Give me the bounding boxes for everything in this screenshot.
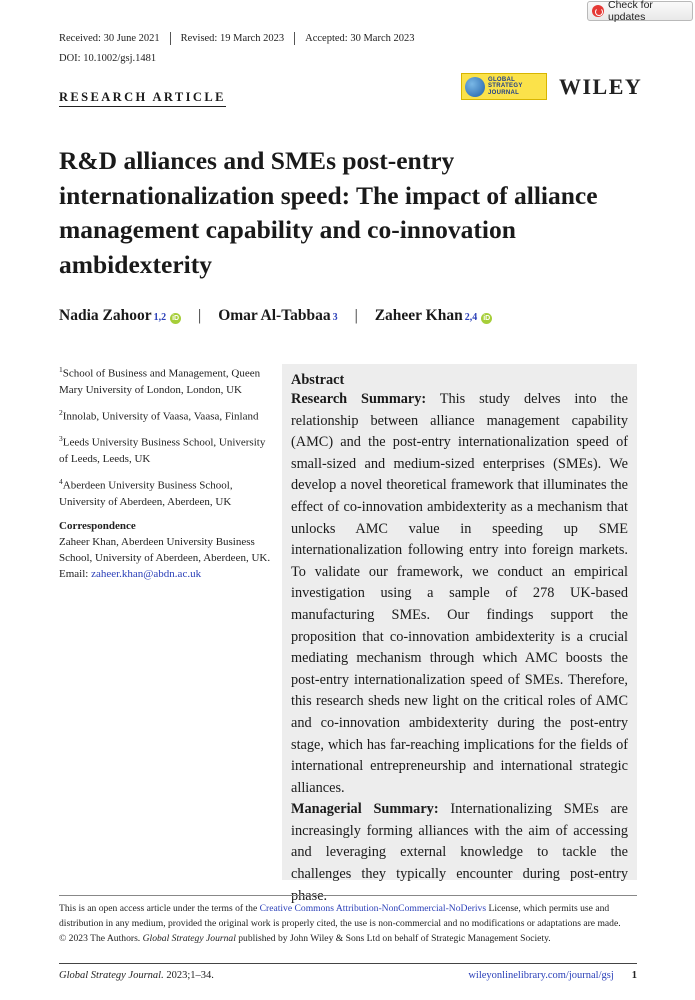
orcid-icon[interactable]: iD bbox=[483, 315, 491, 322]
copyright-line: © 2023 The Authors. Global Strategy Journal published by John Wiley & Sons Ltd on behalf of Strategic Management Society. bbox=[59, 933, 551, 944]
research-summary: Research Summary: This study delves into the relationship between alliance management capability (AMC) and the post-entry internationalization speed of small-sized and medium-sized enterprises (SMEs). We develop a novel theoretical framework that illuminates the effect of co-innovation ambidexterity as a mechanism that unlocks AMC value in speeding up SME internationalization following entry into foreign markets. To validate our framework, we conduct an empirical investigation using a sample of 278 UK-based manufacturing SMEs. Our findings support the proposition that co-innovation ambidexterity is a crucial mediating mechanism through which AMC boosts the post-entry internationalization speed of SMEs. Therefore, this research sheds new light on the critical roles of AMC and co-innovation ambidexterity during the post-entry stage, which has far-reaching implications for the fields of international entrepreneurship and international strategic alliances. bbox=[291, 391, 628, 796]
email-link[interactable]: zaheer.khan@abdn.ac.uk bbox=[91, 567, 202, 580]
correspondence-email: Email: zaheer.khan@abdn.ac.uk bbox=[59, 567, 202, 580]
research-summary-label: Research Summary: bbox=[291, 391, 427, 407]
author-name[interactable]: Nadia Zahoor bbox=[59, 307, 152, 324]
revised-date: Revised: 19 March 2023 bbox=[170, 32, 295, 45]
globe-icon bbox=[465, 77, 485, 97]
journal-url-link[interactable]: wileyonlinelibrary.com/journal/gsj bbox=[468, 970, 614, 981]
license-notice: This is an open access article under the terms of the Creative Commons Attribution-NonCommercial-NoDerivs License, which permits use and distribution in any medium, provided the original work is properly cited, the use is non-commercial and no modifications or adaptations are made. © 2023 The Authors. Global Strategy Journal published by John Wiley & Sons Ltd on behalf of Strategic Management Society. bbox=[59, 902, 637, 947]
journal-logo bbox=[461, 73, 547, 100]
managerial-summary: Managerial Summary: Internationalizing SMEs are increasingly forming alliances with the aim of accessing and leveraging external knowledge to tackle the challenges they typically encounter during post-entry phase. bbox=[291, 801, 629, 904]
correspondence-heading: Correspondence bbox=[59, 519, 136, 532]
article-dates bbox=[59, 32, 424, 45]
author-name[interactable]: Omar Al-Tabbaa bbox=[218, 307, 331, 324]
author-affiliation-marker[interactable]: 1,2 bbox=[153, 312, 167, 323]
author-name[interactable]: Zaheer Khan bbox=[374, 307, 463, 324]
check-for-updates-button[interactable] bbox=[587, 1, 693, 21]
article-title: R&D alliances and SMEs post-entry internationalization speed: The impact of alliance management capability and co-innovation ambidexterity bbox=[59, 146, 598, 279]
page-number: 1 bbox=[631, 970, 637, 981]
affiliation: $^4$Aberdeen University Business School, University of Aberdeen, Aberdeen, UK bbox=[59, 476, 233, 508]
author-affiliation-marker[interactable]: 3 bbox=[332, 312, 338, 323]
crossmark-icon bbox=[592, 5, 604, 17]
journal-logo-text: GLOBAL STRATEGY JOURNAL bbox=[488, 76, 523, 96]
correspondence-text: Zaheer Khan, Aberdeen University Business School, University of Aberdeen, Aberdeen, UK. bbox=[59, 535, 271, 564]
abstract-heading: Abstract bbox=[291, 372, 345, 388]
affiliation: $^1$School of Business and Management, Queen Mary University of London, London, UK bbox=[59, 365, 261, 396]
footer-citation: Global Strategy Journal. 2023;1–34. bbox=[59, 970, 214, 981]
check-for-updates-label: Check for updates bbox=[608, 0, 653, 23]
affiliation: $^3$Leeds University Business School, University of Leeds, Leeds, UK bbox=[59, 434, 266, 465]
affiliation: $^2$Innolab, University of Vaasa, Vaasa, Finland bbox=[59, 407, 259, 423]
cc-license-link[interactable]: Creative Commons Attribution-NonCommercial-NoDerivs bbox=[259, 903, 487, 914]
author-affiliation-marker[interactable]: 2,4 bbox=[464, 312, 478, 323]
managerial-summary-label: Managerial Summary: bbox=[291, 801, 439, 818]
author-separator: | bbox=[198, 307, 202, 324]
author-list bbox=[59, 307, 492, 325]
abstract-box bbox=[282, 364, 637, 904]
accepted-date: Accepted: 30 March 2023 bbox=[294, 32, 424, 45]
publisher-logo: WILEY bbox=[559, 74, 643, 99]
page-footer bbox=[59, 970, 637, 981]
footer-divider bbox=[59, 963, 637, 964]
received-date: Received: 30 June 2021 bbox=[59, 33, 160, 44]
affiliations bbox=[59, 362, 274, 582]
article-type: RESEARCH ARTICLE bbox=[59, 90, 226, 107]
orcid-icon[interactable]: iD bbox=[172, 315, 180, 322]
author-separator: | bbox=[354, 307, 358, 324]
doi: DOI: 10.1002/gsj.1481 bbox=[59, 53, 157, 64]
footnote-divider bbox=[59, 895, 637, 896]
